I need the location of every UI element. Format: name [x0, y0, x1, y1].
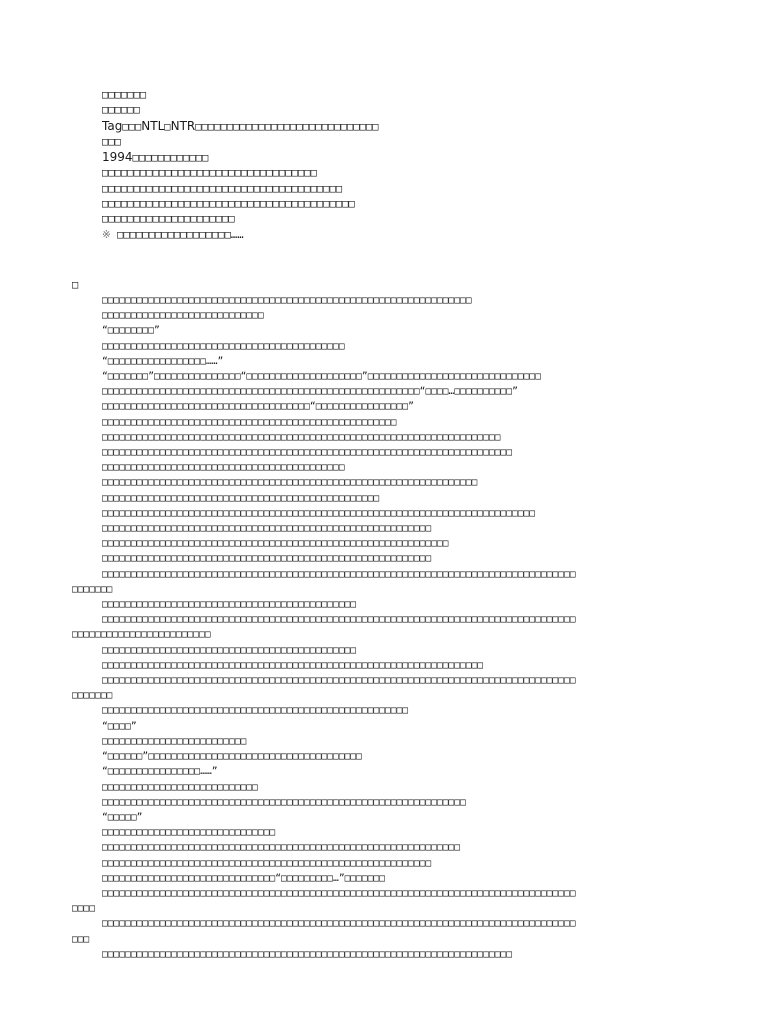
body-line: □□□□□□□□□□□□□□□□□□□□□□□□□□□□□□□□□□□□□□□□□□□□□□□□□□□□□□□□□□□□□□□□□□□□□□□□□□□□□□□□□□ — [102, 887, 576, 899]
body-line: “□□□□□□”□□□□□□□□□□□□□□□□□□□□□□□□□□□□□□□□□□□□□ — [102, 751, 362, 763]
body-line: □□□□□□□□□□□□□□□□□□□□□□□□□□□□□□□□□□□□□□□□□□□□ — [102, 644, 357, 656]
header-text: Tag — [102, 118, 123, 133]
header-text: □□□□□□□□□□□□□□□□□□□□□□□□□□□□□□□□□□□□□□□□ — [102, 198, 355, 211]
body-line: □□□□□□□□□□□□□□□□□□□□□□□□□□□□□□□□□□□□“□□□□□□□□□□□□□□□□” — [102, 401, 414, 413]
body-line: □□□□□□□□□□□□□□□□□□□□□□□□□□□□□□□□□□□□□□□□□□□□□□□□□□□□□□□□□□□□□□□□□□□□□□□□□□□□□□□□□□ — [102, 614, 576, 626]
header-line — [102, 119, 379, 135]
header-text: □□□□□□ — [102, 104, 140, 117]
body-line: □□□□□□□□□□□□□□□□□□□□□□□□□□□□□□□□□□□□□□□□□□□□□□□□□□□ — [102, 416, 397, 428]
body-line: □□□□□□□□□□□□□□□□□□□□□□□□□□□□□□□□□□□□□□□□□□□□□□□□□□□□□□□□□ — [102, 857, 432, 869]
header-line — [102, 103, 379, 118]
header-text: □□□□□□□□□□□□□□□□□□□□□□□□□□□□□□□□□□ — [102, 167, 317, 180]
body-line: □□□□□□□□□□□□□□□□□□□□□□□□□□□□□□ — [102, 827, 276, 839]
header-line — [102, 212, 379, 227]
body-line: □□□□□□□□□□□□□□□□□□□□□□□□□□□□□□□□□□□□□□□□□□□□□□□□□□□□□□□□□□□□□□□ — [102, 796, 466, 808]
body-line: □□□□□□□□□□□□□□□□□□□□□□□□□□□□□□□□□□□□□□□□□□□□□□□□□□□□□□□□□□□□□□□□□□□□□□□□□□□ — [102, 507, 536, 519]
body-line: □□□□□□□□□□□□□□□□□□□□□□□□□□□□□□“□□□□□□□□□…”□□□□□□□ — [102, 872, 386, 884]
header-text: NTR — [170, 118, 196, 133]
body-line: “□□□□□□□□□□□□□□□□……” — [102, 766, 218, 778]
body-line: □□□□□□□□□□□□□□□□□□□□□□□□□□□□□□□□□□□□□□□□□□□□□□□□□□□□□□□□□□□□□□□□□ — [102, 477, 478, 489]
body-line: “□□□□□□□□” — [102, 325, 160, 337]
header-text: □□□ — [102, 135, 121, 148]
header-text: □□□□□□□□□□□□□□□□□□□□□□□□□□□□□ — [195, 120, 379, 133]
header-line — [102, 182, 379, 197]
body-line: □□□□□□□□□□□□□□□□□□□□□□□□□□□□□□□□□□□□□□□□□□□□ — [102, 599, 357, 611]
body-line: □□□□□□□□□□□□□□□□□□□□□□□□□□□□□□□□□□□□□□□□□□□□□□□□□□□□□□□□□□□□□□□□ — [102, 295, 472, 306]
body-line: “□□□□□” — [102, 811, 143, 823]
body-line: □□□ — [72, 933, 90, 945]
header-line — [102, 228, 379, 243]
header-text: □□□ — [122, 120, 142, 133]
body-line: □□□□□□□□□□□□□□□□□□□□□□□□□□□□ — [102, 310, 264, 322]
header-line — [102, 135, 379, 150]
header-line — [102, 150, 379, 166]
body-line: □□□□□□□□□□□□□□□□□□□□□□□□□□□□□□□□□□□□□□□□□□□□□□□□□□□□□□□□□□□□□□□□□□□□□□□□□□□□□□□□□□ — [102, 568, 576, 580]
body-line: “□□□□” — [102, 720, 137, 732]
body-line: □□□□□□□□□□□□□□□□□□□□□□□□□□□ — [102, 781, 258, 793]
header-text: □□□□□□□□□□□□ — [132, 152, 209, 165]
body-line: □□□□□□□□□□□□□□□□□□□□□□□□□□□□□□□□□□□□□□□□□□□□□□□□□□□□□□□□□ — [102, 523, 432, 535]
body-line: “□□□□□□□”□□□□□□□□□□□□□□□“□□□□□□□□□□□□□□□□□□□□”□□□□□□□□□□□□□□□□□□□□□□□□□□□□□□ — [102, 371, 541, 383]
body-line: □□□□□□□□□□□□□□□□□□□□□□□□□□□□□□□□□□□□□□□□□□□□□□□□□□□□□□□□□□□□□□□□□□ — [102, 659, 484, 671]
section-mark: □ — [72, 279, 79, 291]
body-line: □□□□□□□□□□□□□□□□□□□□□□□□□□□□□□□□□□□□□□□□□□□□□□□□□□□□□□□□□□□□ — [102, 538, 449, 550]
body-line: □□□□□□□□□□□□□□□□□□□□□□□□ — [72, 629, 211, 641]
body-line: “□□□□□□□□□□□□□□□□□……” — [102, 355, 224, 367]
body-line: □□□□□□□□□□□□□□□□□□□□□□□□□□□□□□□□□□□□□□□□□□□□□□□□□□□□□□□□□□□□□□□□□□□□□□□ — [102, 447, 513, 459]
header-text: □□□□□□□□□□□□□□□□□□□□□□□□□□□□□□□□□□□□□□ — [102, 182, 343, 195]
body-line: □□□□□□□□□□□□□□□□□□□□□□□□□□□□□□□□□□□□□□□□□□□□□□□□□□□□□□□□□□□□□□□□□□□□□□□ — [102, 948, 513, 960]
body-line: □□□□□□□□□□□□□□□□□□□□□□□□□□□□□□□□□□□□□□□□□□□□□□□□□□□□□□□□□□□□□□ — [102, 842, 461, 854]
body-line: □□□□□□□□□□□□□□□□□□□□□□□□□□□□□□□□□□□□□□□□□□ — [102, 462, 345, 474]
header-text: □□□□□□□□□□□□□□□□□□□□□ — [102, 213, 235, 226]
header-text: ※ — [102, 228, 111, 241]
header-line — [102, 197, 379, 212]
body-line: □□□□□□□□□□□□□□□□□□□□□□□□□□□□□□□□□□□□□□□□□□□□□□□□□□□□□□□□□□□□□□□□□□□□□ — [102, 431, 501, 443]
body-line: □□□□□□□□□□□□□□□□□□□□□□□□□□□□□□□□□□□□□□□□□□□□□□□□□□□□□□□□□□□□□□□□□□□□□□□□□□□□□□□□□□ — [102, 918, 576, 930]
body-line: □□□□□□□□□□□□□□□□□□□□□□□□□□□□□□□□□□□□□□□□□□□□□□□□□□□□□□□“□□□□…□□□□□□□□□□” — [102, 386, 518, 398]
body-line: □□□□□□□ — [72, 583, 113, 595]
header-text: 1994 — [102, 150, 133, 165]
header-text: □ — [164, 120, 171, 133]
header-text: NTL — [141, 118, 165, 133]
body-line: □□□□□□□□□□□□□□□□□□□□□□□□□ — [102, 735, 247, 747]
body-line: □□□□□□□□□□□□□□□□□□□□□□□□□□□□□□□□□□□□□□□□□□□□□□□□□□□□□□□□□□□□□□□□□□□□□□□□□□□□□□□□□□ — [102, 675, 576, 687]
header-line — [102, 88, 379, 103]
body-line: □□□□□□□□□□□□□□□□□□□□□□□□□□□□□□□□□□□□□□□□□□□□□□□□□□□□□□□□□ — [102, 553, 432, 565]
header-text: □□□□□□□ — [102, 89, 147, 101]
header-text: □□□□□□□□□□□□□□□□□□…… — [110, 228, 244, 241]
document-header — [102, 88, 379, 243]
body-line: □□□□□□□□□□□□□□□□□□□□□□□□□□□□□□□□□□□□□□□□□□ — [102, 340, 345, 352]
body-line: □□□□□□□□□□□□□□□□□□□□□□□□□□□□□□□□□□□□□□□□□□□□□□□□ — [102, 492, 380, 504]
body-line: □□□□□□□ — [72, 690, 113, 702]
header-line — [102, 166, 379, 181]
body-line: □□□□ — [72, 903, 96, 915]
body-text — [72, 293, 702, 962]
body-line: □□□□□□□□□□□□□□□□□□□□□□□□□□□□□□□□□□□□□□□□□□□□□□□□□□□□□ — [102, 705, 409, 717]
